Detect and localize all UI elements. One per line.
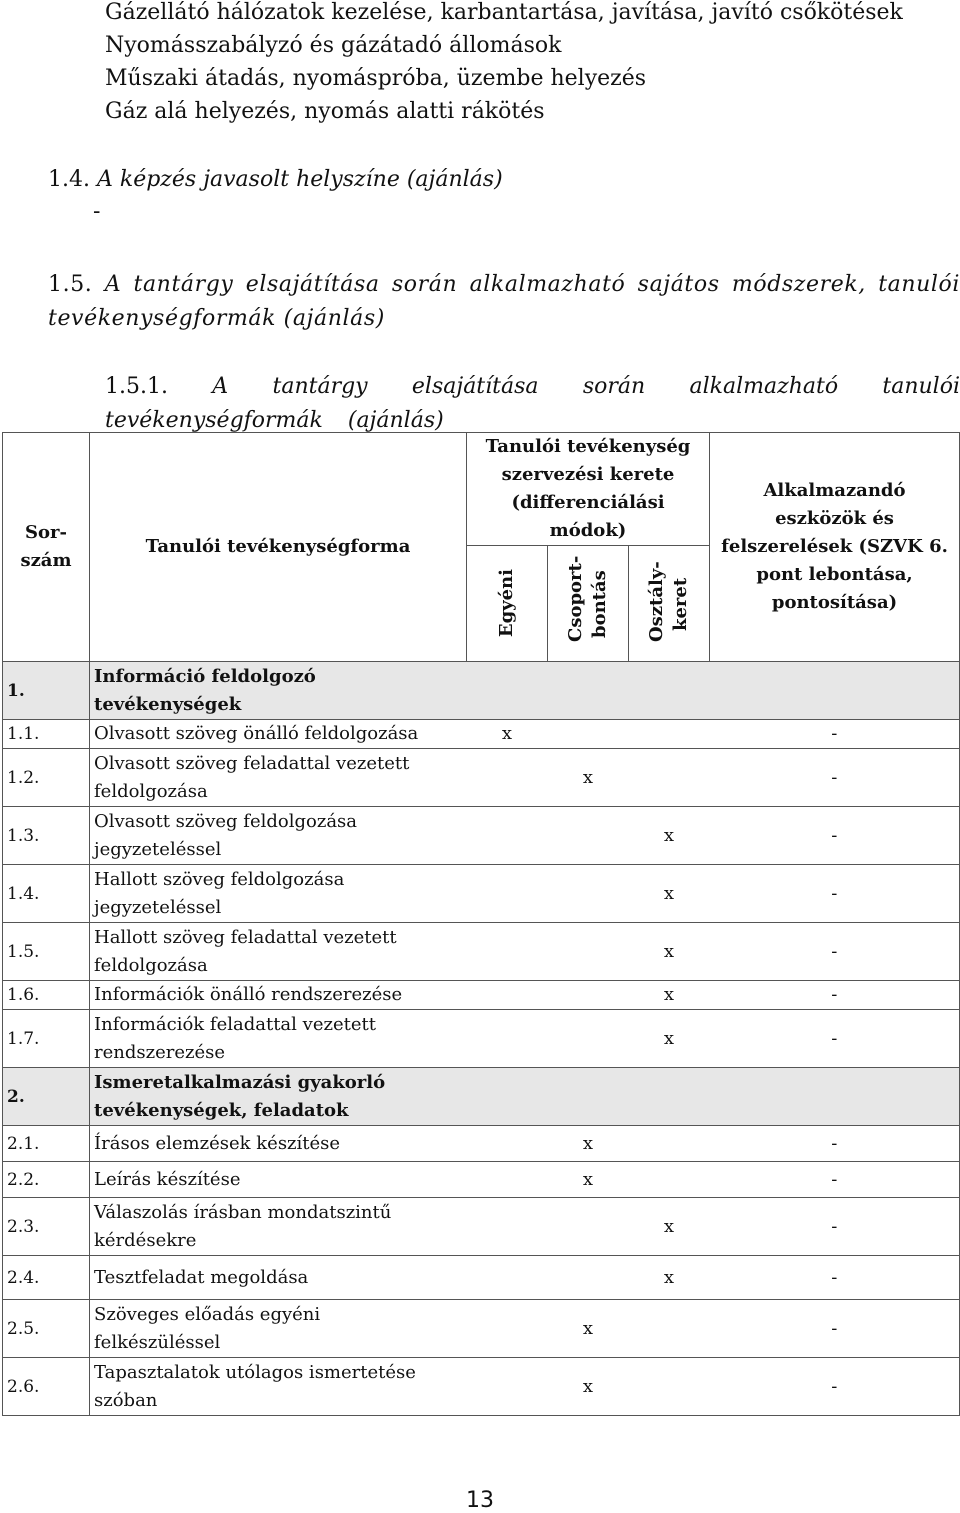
header-tools: Alkalmazandó eszközök és felszerelések (SZVK 6. pont lebontása, pontosítása) — [710, 433, 960, 662]
heading-1-5-1-number: 1.5.1. — [105, 374, 168, 399]
cell-class: x — [629, 1256, 710, 1300]
cell-individual — [467, 1358, 548, 1416]
cell-individual — [467, 865, 548, 923]
table-row — [3, 1162, 960, 1198]
cell-class: x — [629, 1198, 710, 1256]
activity-table — [2, 432, 960, 1416]
cell-tools: - — [710, 1256, 960, 1300]
heading-1-4-number: 1.4. — [48, 167, 90, 192]
row-label: Információ feldolgozó tevékenységek — [90, 662, 467, 720]
cell-individual — [467, 1198, 548, 1256]
cell-individual — [467, 1126, 548, 1162]
table-row — [3, 807, 960, 865]
cell-tools: - — [710, 865, 960, 923]
cell-individual — [467, 1162, 548, 1198]
heading-1-4-value: - — [93, 199, 101, 224]
cell-tools: - — [710, 981, 960, 1010]
row-number: 2.2. — [3, 1162, 90, 1198]
row-label: Tesztfeladat megoldása — [90, 1256, 467, 1300]
row-label: Szöveges előadás egyéni felkészüléssel — [90, 1300, 467, 1358]
cell-class — [629, 1358, 710, 1416]
cell-group — [548, 720, 629, 749]
cell-class: x — [629, 981, 710, 1010]
row-label: Válaszolás írásban mondatszintű kérdésekre — [90, 1198, 467, 1256]
row-label: Leírás készítése — [90, 1162, 467, 1198]
row-number: 1. — [3, 662, 90, 720]
header-group: Csoport-bontás — [548, 546, 629, 662]
heading-1-4-title: A képzés javasolt helyszíne (ajánlás) — [96, 167, 503, 192]
cell-group: x — [548, 1300, 629, 1358]
cell-tools: - — [710, 1300, 960, 1358]
row-label: Olvasott szöveg feladattal vezetett feldolgozása — [90, 749, 467, 807]
row-number: 1.1. — [3, 720, 90, 749]
section-row-1 — [3, 662, 960, 720]
cell-individual — [467, 1010, 548, 1068]
table-row — [3, 720, 960, 749]
cell-group: x — [548, 1126, 629, 1162]
cell-class — [629, 1162, 710, 1198]
row-number: 1.6. — [3, 981, 90, 1010]
cell-group: x — [548, 1358, 629, 1416]
table-row — [3, 1198, 960, 1256]
table-row — [3, 1256, 960, 1300]
table-row — [3, 865, 960, 923]
row-label: Információk feladattal vezetett rendszerezése — [90, 1010, 467, 1068]
cell-tools: - — [710, 1126, 960, 1162]
table-row — [3, 1300, 960, 1358]
heading-1-5-1-title: A tantárgy elsajátítása során alkalmazható tanulói tevékenységformák (ajánlás) — [105, 374, 960, 433]
cell-tools: - — [710, 720, 960, 749]
row-label: Ismeretalkalmazási gyakorló tevékenységek, feladatok — [90, 1068, 467, 1126]
cell-class: x — [629, 865, 710, 923]
text-line-1: Gázellátó hálózatok kezelése, karbantartása, javítása, javító csőkötések — [105, 0, 903, 25]
cell-tools: - — [710, 1010, 960, 1068]
cell-group — [548, 1198, 629, 1256]
text-line-4: Gáz alá helyezés, nyomás alatti rákötés — [105, 99, 545, 124]
row-number: 2.6. — [3, 1358, 90, 1416]
heading-1-5-title: A tantárgy elsajátítása során alkalmazható sajátos módszerek, tanulói tevékenységformák (ajánlás) — [48, 272, 960, 331]
cell-individual — [467, 1300, 548, 1358]
cell-class: x — [629, 1010, 710, 1068]
header-frame: Tanulói tevékenység szervezési kerete (differenciálási módok) — [467, 433, 710, 546]
cell-group — [548, 865, 629, 923]
cell-tools: - — [710, 1162, 960, 1198]
header-sorszam: Sor-szám — [3, 433, 90, 662]
row-number: 1.2. — [3, 749, 90, 807]
cell-individual — [467, 1256, 548, 1300]
row-number: 2.4. — [3, 1256, 90, 1300]
row-label: Olvasott szöveg feldolgozása jegyzeteléssel — [90, 807, 467, 865]
cell-group: x — [548, 1162, 629, 1198]
row-number: 2. — [3, 1068, 90, 1126]
header-individual: Egyéni — [467, 546, 548, 662]
heading-1-5-number: 1.5. — [48, 272, 93, 297]
text-line-3: Műszaki átadás, nyomáspróba, üzembe helyezés — [105, 66, 647, 91]
row-number: 2.3. — [3, 1198, 90, 1256]
cell-tools: - — [710, 749, 960, 807]
cell-group — [548, 981, 629, 1010]
heading-1-5 — [48, 268, 960, 336]
section-row-2 — [3, 1068, 960, 1126]
row-number: 2.1. — [3, 1126, 90, 1162]
cell-tools: - — [710, 923, 960, 981]
cell-group — [548, 807, 629, 865]
table-row — [3, 1358, 960, 1416]
cell-tools: - — [710, 807, 960, 865]
table-row — [3, 749, 960, 807]
cell-class — [629, 720, 710, 749]
cell-tools: - — [710, 1358, 960, 1416]
table-row — [3, 981, 960, 1010]
header-activity: Tanulói tevékenységforma — [90, 433, 467, 662]
row-label: Hallott szöveg feldolgozása jegyzeteléssel — [90, 865, 467, 923]
row-number: 1.7. — [3, 1010, 90, 1068]
heading-1-5-1 — [105, 370, 960, 438]
cell-class — [629, 1300, 710, 1358]
header-class: Osztály-keret — [629, 546, 710, 662]
row-number: 1.3. — [3, 807, 90, 865]
cell-individual — [467, 807, 548, 865]
text-line-2: Nyomásszabályzó és gázátadó állomások — [105, 33, 562, 58]
row-label: Információk önálló rendszerezése — [90, 981, 467, 1010]
cell-tools: - — [710, 1198, 960, 1256]
page-number: 13 — [466, 1488, 494, 1513]
cell-class — [629, 749, 710, 807]
row-label: Hallott szöveg feladattal vezetett feldolgozása — [90, 923, 467, 981]
cell-class: x — [629, 923, 710, 981]
cell-individual: x — [467, 720, 548, 749]
row-label: Tapasztalatok utólagos ismertetése szóban — [90, 1358, 467, 1416]
cell-individual — [467, 981, 548, 1010]
table-row — [3, 1010, 960, 1068]
cell-group — [548, 923, 629, 981]
row-number: 1.5. — [3, 923, 90, 981]
cell-class: x — [629, 807, 710, 865]
row-number: 2.5. — [3, 1300, 90, 1358]
cell-individual — [467, 749, 548, 807]
heading-1-4 — [48, 167, 503, 192]
cell-group: x — [548, 749, 629, 807]
row-label: Írásos elemzések készítése — [90, 1126, 467, 1162]
cell-group — [548, 1010, 629, 1068]
cell-group — [548, 1256, 629, 1300]
table-row — [3, 1126, 960, 1162]
cell-class — [629, 1126, 710, 1162]
cell-individual — [467, 923, 548, 981]
row-label: Olvasott szöveg önálló feldolgozása — [90, 720, 467, 749]
table-row — [3, 923, 960, 981]
row-number: 1.4. — [3, 865, 90, 923]
